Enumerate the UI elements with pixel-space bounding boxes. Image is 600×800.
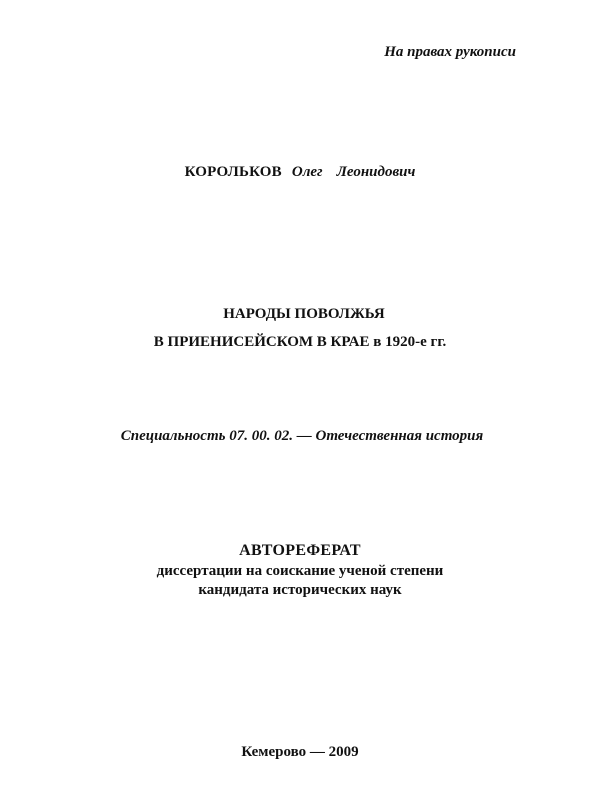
abstract-line-1: диссертации на соискание ученой степени (156, 563, 444, 579)
specialty-line: Специальность 07. 00. 02. — Отечественная история (120, 428, 484, 444)
author-surname: КОРОЛЬКОВ (184, 164, 282, 180)
author-given-name: Олег (291, 164, 323, 180)
title-line-1: НАРОДЫ ПОВОЛЖЬЯ (223, 306, 385, 322)
title-line-2: В ПРИЕНИСЕЙСКОМ В КРАЕ в 1920-е гг. (153, 334, 447, 350)
abstract-line-2: кандидата исторических наук (198, 582, 402, 598)
abstract-block (0, 540, 600, 600)
author-patronymic: Леонидович (336, 164, 416, 180)
author-name (0, 164, 600, 181)
dissertation-title (0, 300, 600, 356)
abstract-heading: АВТОРЕФЕРАТ (239, 542, 361, 559)
place-year: Кемерово — 2009 (241, 744, 359, 760)
rights-note: На правах рукописи (384, 44, 516, 60)
